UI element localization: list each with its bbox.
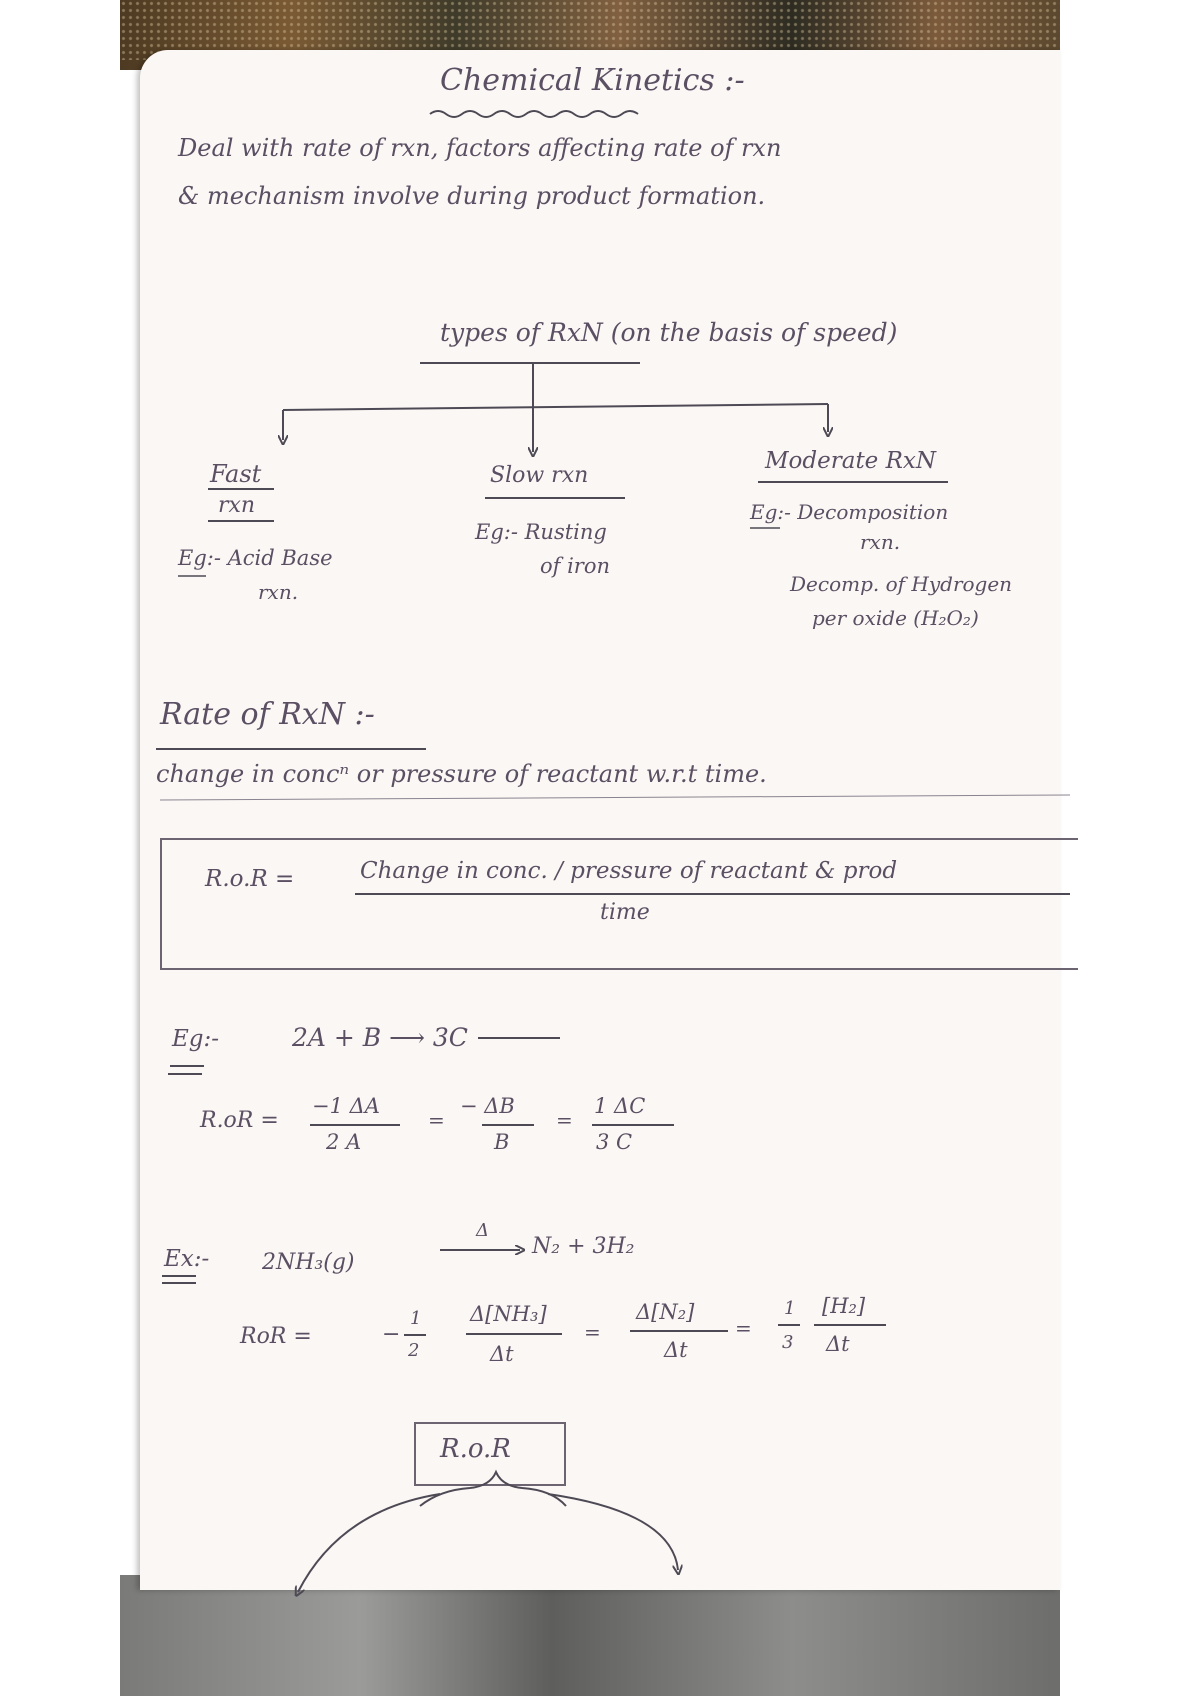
slow-label: Slow rxn	[490, 463, 589, 488]
example1-label: Eg:-	[172, 1026, 220, 1052]
background-surface-bottom	[120, 1575, 1080, 1696]
example1-term1-numerator: −1 ΔA	[312, 1094, 380, 1118]
example1-term3-bar	[592, 1124, 674, 1126]
ror-box-label: R.o.R	[440, 1434, 511, 1464]
ror-formula-numerator: Change in conc. / pressure of reactant & prod	[360, 858, 898, 884]
example2-term1-coef-den: 2	[408, 1340, 420, 1361]
types-heading: types of RxN (on the basis of speed)	[440, 318, 898, 347]
ror-formula-denominator: time	[600, 900, 650, 925]
moderate-example-line-3: Decomp. of Hydrogen	[790, 572, 1013, 596]
moderate-example-line-2: rxn.	[860, 530, 901, 554]
moderate-example-line-4: per oxide (H₂O₂)	[812, 606, 979, 630]
example1-term2-bar	[482, 1124, 534, 1126]
types-heading-underline	[420, 362, 640, 364]
example2-equals-2: =	[735, 1316, 752, 1340]
slow-example-line-2: of iron	[540, 554, 611, 578]
moderate-label: Moderate RxN	[765, 448, 937, 474]
example2-term3-bar	[814, 1324, 886, 1326]
fast-label-line-1: Fast	[210, 460, 262, 488]
slow-example-line-1: Eg:- Rusting	[475, 520, 607, 544]
example2-term1-bar	[466, 1333, 562, 1335]
example2-ror-label: RoR =	[240, 1324, 312, 1349]
example2-arrow-label: Δ	[476, 1220, 489, 1241]
page-title: Chemical Kinetics :-	[440, 63, 745, 98]
intro-line-2: & mechanism involve during product formation.	[178, 182, 766, 210]
fast-label-underline	[208, 488, 274, 490]
example1-reaction: 2A + B ⟶ 3C	[292, 1023, 468, 1052]
example2-term3-denominator: Δt	[826, 1332, 850, 1356]
example2-reactant: 2NH₃(g)	[262, 1250, 355, 1275]
example2-term1-numerator: Δ[NH₃]	[470, 1302, 547, 1326]
example2-term3-coef-num: 1	[784, 1298, 796, 1319]
example1-term1-bar	[310, 1124, 400, 1126]
example2-label: Ex:-	[164, 1246, 210, 1272]
notebook-page	[140, 50, 1060, 1590]
example1-term3-numerator: 1 ΔC	[594, 1094, 646, 1118]
rate-heading: Rate of RxN :-	[160, 697, 375, 732]
example2-minus-sign: −	[382, 1322, 401, 1347]
example2-term3-coef-den: 3	[782, 1332, 794, 1353]
slow-label-underline	[485, 497, 625, 499]
rate-definition: change in concⁿ or pressure of reactant w.r.t time.	[156, 760, 767, 788]
example1-term1-denominator: 2 A	[326, 1130, 362, 1154]
example2-products: N₂ + 3H₂	[532, 1234, 635, 1259]
example2-term2-bar	[630, 1330, 728, 1332]
fast-label-line-2: rxn	[218, 493, 256, 518]
example2-term2-denominator: Δt	[664, 1338, 688, 1362]
example2-term2-numerator: Δ[N₂]	[636, 1300, 695, 1324]
example2-term3-coef-bar	[778, 1324, 800, 1326]
background-right-margin	[1060, 0, 1200, 1696]
example1-ror-label: R.oR =	[200, 1108, 279, 1133]
ror-formula-lhs: R.o.R =	[205, 866, 295, 892]
example2-term1-coef-bar	[404, 1334, 426, 1336]
example1-equals-2: =	[556, 1108, 573, 1132]
moderate-example-line-1: Eg:- Decomposition	[750, 500, 949, 524]
example1-term2-numerator: − ΔB	[460, 1094, 515, 1118]
example2-equals-1: =	[584, 1320, 601, 1344]
example2-term1-coef-num: 1	[410, 1308, 422, 1329]
intro-line-1: Deal with rate of rxn, factors affecting rate of rxn	[178, 134, 782, 162]
example1-term3-denominator: 3 C	[596, 1130, 633, 1154]
rate-heading-underline	[156, 748, 426, 750]
example1-term2-denominator: B	[494, 1130, 510, 1154]
fast-label-underline-2	[208, 520, 274, 522]
fast-example-line-2: rxn.	[258, 580, 299, 604]
example2-term1-denominator: Δt	[490, 1342, 514, 1366]
fast-example-line-1: Eg:- Acid Base	[178, 546, 333, 570]
example2-term3-numerator: [H₂]	[822, 1294, 866, 1318]
example1-equals-1: =	[428, 1108, 445, 1132]
ror-formula-fraction-bar	[355, 893, 1070, 895]
moderate-label-underline	[758, 481, 948, 483]
